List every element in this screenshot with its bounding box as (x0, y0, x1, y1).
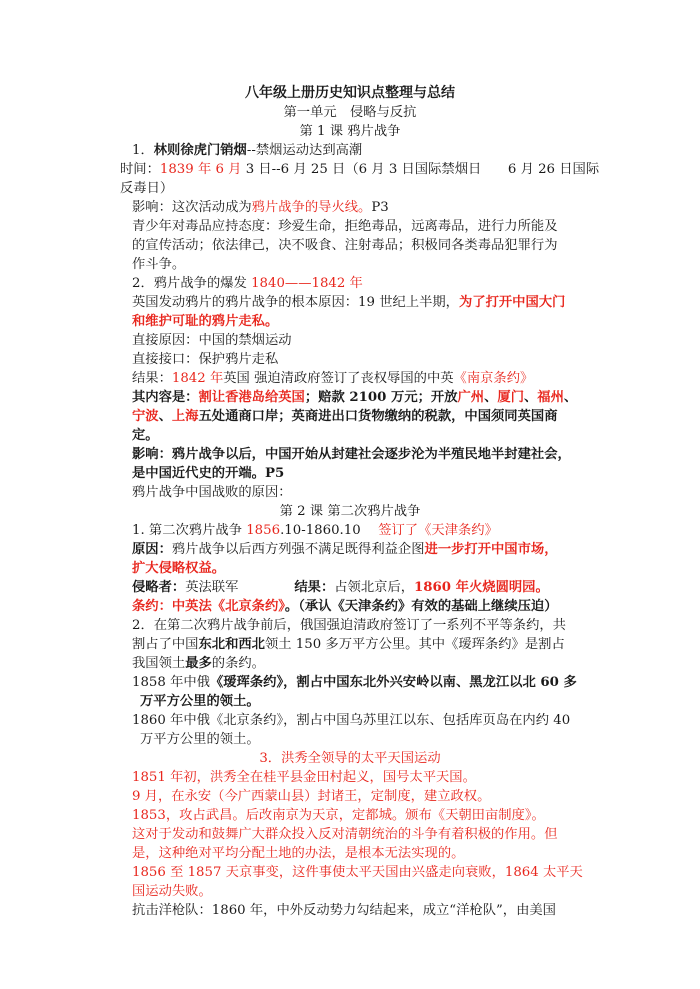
paragraph-line: 直接接口：保护鸦片走私 (132, 352, 279, 367)
paragraph-line: 是中国近代史的开端。P5 (132, 466, 285, 481)
paragraph-line: 和维护可耻的鸦片走私。 (132, 314, 279, 329)
paragraph-line: 的宣传活动；依法律己，决不吸食、注射毒品；积极同各类毒品犯罪行为 (132, 238, 558, 253)
paragraph-line: 青少年对毒品应持态度：珍爱生命，拒绝毒品，远离毒品，进行力所能及 (132, 219, 558, 234)
paragraph-line: 扩大侵略权益。 (132, 561, 226, 576)
paragraph-line: 国运动失败。 (132, 884, 212, 899)
paragraph-line: 1851 年初，洪秀全在桂平县金田村起义，国号太平天国。 (132, 770, 476, 785)
paragraph-line: 鸦片战争中国战败的原因： (132, 485, 292, 500)
unit-heading: 第一单元 侵略与反抗 (283, 105, 417, 120)
paragraph-line: 我国领土最多的条约。 (132, 656, 265, 671)
paragraph-line: 1860 年中俄《北京条约》，割占中国乌苏里江以东、包括库页岛在内约 40 (132, 713, 571, 728)
paragraph-line: 1858 年中俄《瑷珲条约》，割占中国东北外兴安岭以南、黑龙江以北 60 多 (132, 675, 577, 690)
lesson-3-heading: 3．洪秀全领导的太平天国运动 (259, 751, 441, 766)
paragraph-line: 2．鸦片战争的爆发 1840——1842 年 (132, 276, 363, 291)
paragraph-line: 原因：鸦片战争以后西方列强不满足既得利益企图进一步打开中国市场， (132, 542, 558, 557)
paragraph-line: 影响：这次活动成为鸦片战争的导火线。P3 (132, 200, 389, 215)
paragraph-line: 影响：鸦片战争以后，中国开始从封建社会逐步沦为半殖民地半封建社会， (132, 447, 571, 462)
paragraph-line: 宁波、上海五处通商口岸；英商进出口货物缴纳的税款，中国须同英国商 (132, 409, 558, 424)
paragraph-line: 万平方公里的领土。 (140, 732, 260, 747)
paragraph-line: 反毒日） (120, 181, 174, 196)
paragraph-line: 侵略者：英法联军 结果：占领北京后，1860 年火烧圆明园。 (132, 580, 549, 595)
paragraph-line: 1．林则徐虎门销烟--禁烟运动达到高潮 (132, 143, 363, 158)
paragraph-line: 2．在第二次鸦片战争前后，俄国强迫清政府签订了一系列不平等条约，共 (132, 618, 566, 633)
paragraph-line: 抗击洋枪队：1860 年，中外反动势力勾结起来，成立“洋枪队”，由美国 (132, 903, 556, 918)
paragraph-line: 作斗争。 (132, 257, 186, 272)
paragraph-line: 这对于发动和鼓舞广大群众投入反对清朝统治的斗争有着积极的作用。但 (132, 827, 558, 842)
paragraph-line: 英国发动鸦片的鸦片战争的根本原因：19 世纪上半期，为了打开中国大门 (132, 295, 566, 310)
lesson-1-heading: 第 1 课 鸦片战争 (299, 124, 401, 139)
document-title: 八年级上册历史知识点整理与总结 (245, 85, 455, 101)
lesson-2-heading: 第 2 课 第二次鸦片战争 (279, 504, 421, 519)
paragraph-line: 万平方公里的领土。 (140, 694, 260, 709)
paragraph-line: 结果：1842 年英国 强迫清政府签订了丧权辱国的中英《南京条约》 (132, 371, 534, 386)
paragraph-line: 是，这种绝对平均分配土地的办法，是根本无法实现的。 (132, 846, 465, 861)
paragraph-line: 时间：1839 年 6 月 3 日--6 月 25 日（6 月 3 日国际禁烟日 6 月 26 日国际 (120, 162, 600, 177)
paragraph-line: 直接原因：中国的禁烟运动 (132, 333, 292, 348)
paragraph-line: 9 月，在永安（今广西蒙山县）封诸王，定制度，建立政权。 (132, 789, 491, 804)
paragraph-line: 1856 至 1857 天京事变，这件事使太平天国由兴盛走向衰败，1864 太平天 (132, 865, 583, 880)
paragraph-line: 1853，攻占武昌。后改南京为天京，定都城。颁布《天朝田亩制度》。 (132, 808, 545, 823)
paragraph-line: 1. 第二次鸦片战争 1856.10-1860.10 签订了《天津条约》 (132, 523, 498, 538)
paragraph-line: 其内容是：割让香港岛给英国；赔款 2100 万元；开放广州、厦门、福州、 (132, 390, 578, 405)
paragraph-line: 条约：中英法《北京条约》。（承认《天津条约》有效的基础上继续压迫） (132, 599, 558, 614)
paragraph-line: 定。 (132, 428, 159, 443)
paragraph-line: 割占了中国东北和西北领土 150 多万平方公里。其中《瑷珲条约》是割占 (132, 637, 565, 652)
